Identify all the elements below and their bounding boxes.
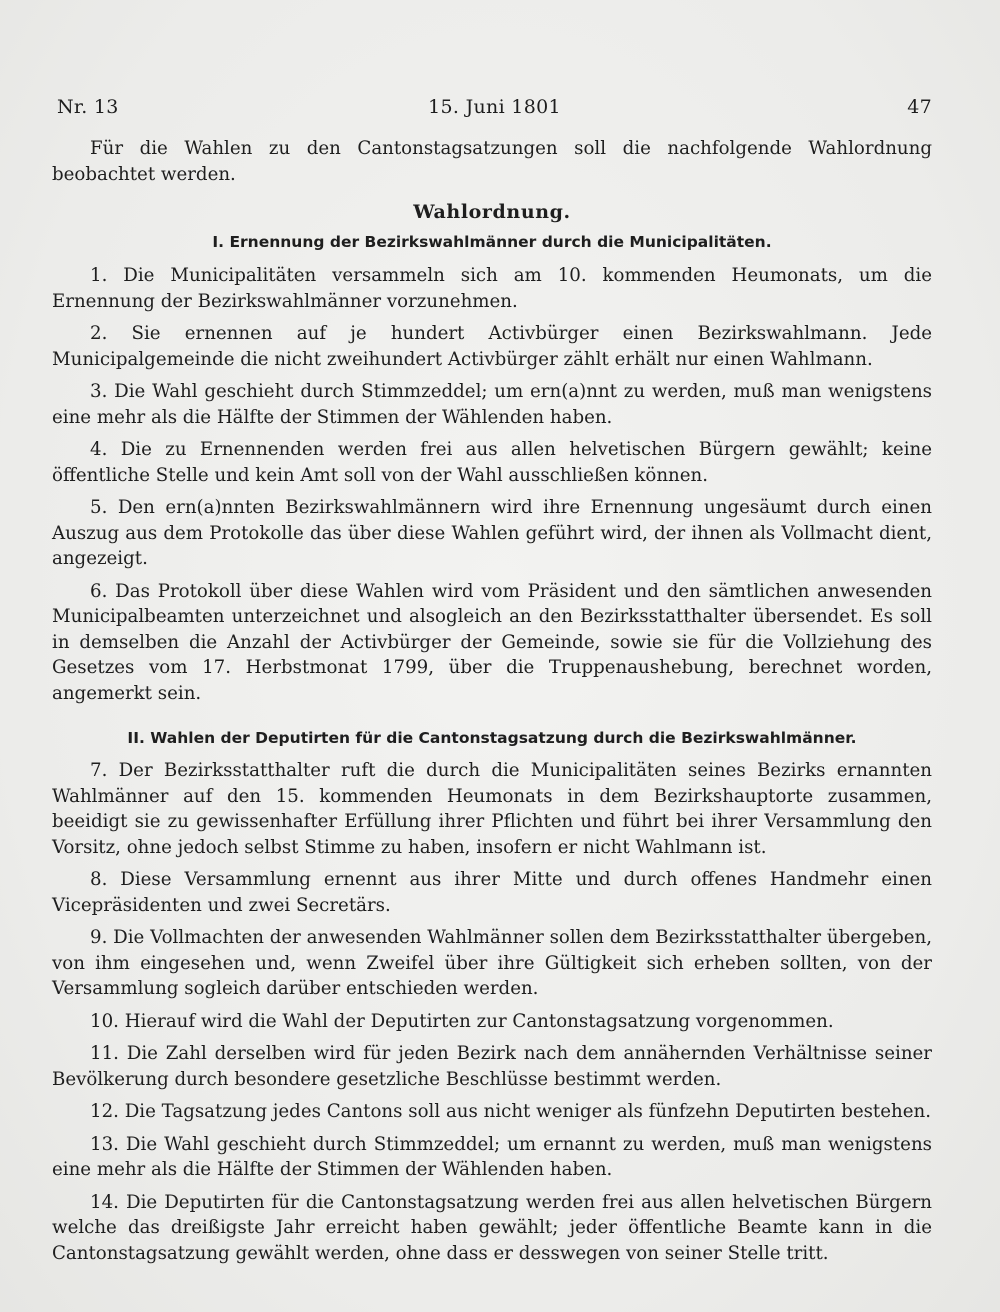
paragraph: 13. Die Wahl geschieht durch Stimmzeddel; um ernannt zu werden, muß man wenigstens eine mehr als die Hälfte der Stimmen der Wählenden haben.	[52, 1133, 932, 1180]
paragraph: 12. Die Tagsatzung jedes Cantons soll aus nicht weniger als fünfzehn Deputirten bestehen.	[90, 1101, 931, 1122]
page-number: 47	[907, 96, 932, 118]
issue-date: 15. Juni 1801	[428, 96, 561, 118]
paragraph: 4. Die zu Ernennenden werden frei aus allen helvetischen Bürgern gewählt; keine öffentliche Stelle und kein Amt soll von der Wahl ausschließen können.	[52, 439, 932, 486]
paragraph: 10. Hierauf wird die Wahl der Deputirten zur Cantonstagsatzung vorgenommen.	[90, 1010, 834, 1032]
paragraph: 6. Das Protokoll über diese Wahlen wird vom Präsident und den sämtlichen anwesenden Municipalbeamten unterzeichnet und alsogleich an den Bezirksstatthalter übersendet. Es soll in demselben die Anzahl der Activbürger der Gemeinde, sowie sie für die Vollziehung des Gesetzes vom 17. Herbstmonat 1799, über die Truppenaushebung, berechnet worden, angemerkt sein.	[52, 580, 932, 704]
paragraph: 14. Die Deputirten für die Cantonstagsatzung werden frei aus allen helvetischen Bürgern welche das dreißigste Jahr erreicht haben gewählt; jeder öffentliche Beamte kann in die Cantonstagsatzung gewählt werden, ohne dass er desswegen von seiner Stelle tritt.	[52, 1191, 932, 1264]
paragraph: 9. Die Vollmachten der anwesenden Wahlmänner sollen dem Bezirksstatthalter übergeben, von ihm eingesehen und, wenn Zweifel über ihre Gültigkeit sich erheben sollten, von der Versammlung sogleich darüber entschieden werden.	[52, 927, 932, 999]
paragraph: 1. Die Municipalitäten versammeln sich am 10. kommenden Heumonats, um die Ernennung der Bezirkswahlmänner vorzunehmen.	[52, 265, 932, 312]
page-header	[57, 96, 932, 126]
intro-paragraph: Für die Wahlen zu den Cantonstagsatzungen soll die nachfolgende Wahlordnung beobachtet werden.	[52, 138, 932, 185]
paragraph: 5. Den ern(a)nnten Bezirkswahlmännern wird ihre Ernennung ungesäumt durch einen Auszug aus dem Protokolle das über diese Wahlen geführt wird, der ihnen als Vollmacht dient, angezeigt.	[52, 497, 932, 569]
section-heading-1: I. Ernennung der Bezirkswahlmänner durch die Municipalitäten.	[212, 233, 772, 251]
paragraph: 11. Die Zahl derselben wird für jeden Bezirk nach dem annähernden Verhältnisse seiner Bevölkerung durch besondere gesetzliche Beschlüsse bestimmt werden.	[52, 1043, 932, 1090]
paragraph: 7. Der Bezirksstatthalter ruft die durch die Municipalitäten seines Bezirks ernannten Wahlmänner auf den 15. kommenden Heumonats in dem Bezirkshauptorte zusammen, beeidigt sie zu gewissenhafter Erfüllung ihrer Pflichten und führt bei ihrer Versammlung den Vorsitz, ohne jedoch selbst Stimme zu haben, insofern er nicht Wahlmann ist.	[52, 760, 932, 858]
issue-number: Nr. 13	[57, 96, 119, 118]
paragraph: 2. Sie ernennen auf je hundert Activbürger einen Bezirkswahlmann. Jede Municipalgemeinde die nicht zweihundert Activbürger zählt erhält nur einen Wahlmann.	[52, 323, 932, 370]
document-body	[52, 136, 932, 1273]
document-title: Wahlordnung.	[413, 201, 571, 223]
section-heading-2: II. Wahlen der Deputirten für die Cantonstagsatzung durch die Bezirkswahlmänner.	[127, 729, 857, 747]
paragraph: 3. Die Wahl geschieht durch Stimmzeddel; um ern(a)nnt zu werden, muß man wenigstens eine mehr als die Hälfte der Stimmen der Wählenden haben.	[52, 381, 932, 428]
paragraph: 8. Diese Versammlung ernennt aus ihrer Mitte und durch offenes Handmehr einen Vicepräsidenten und zwei Secretärs.	[52, 869, 932, 916]
